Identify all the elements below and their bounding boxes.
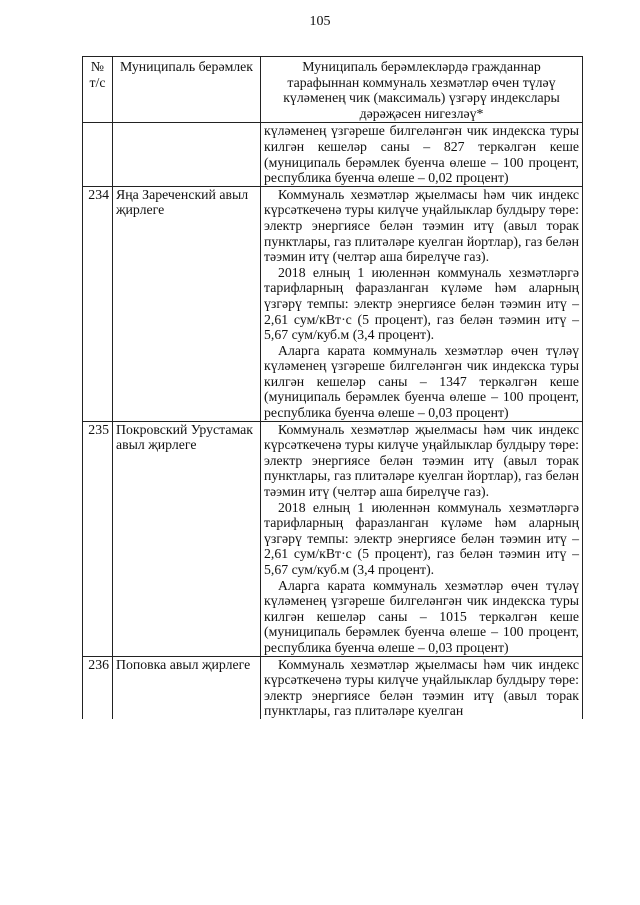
- table-row: [83, 656, 583, 719]
- basis-paragraph: Коммуналь хезмәтләр җыелмасы һәм чик индекс күрсәткеченә туры килүче уңайлыклар булдыру төре: электр энергиясе белән тәэмин итү (авыл торак пунктлары, газ плитәләре куелган: [264, 656, 579, 719]
- header-basis-label: Муниципаль берәмлекләрдә гражданнар тарафыннан коммуналь хезмәтләр өчен түләү күләменең чик (максималь) үзгәрү индекслары дәрәҗәсен нигезләү*: [283, 59, 560, 121]
- table-header-row: [83, 57, 583, 123]
- header-municipality: [113, 57, 261, 123]
- header-basis: [261, 57, 583, 123]
- row-number: 235: [83, 421, 113, 656]
- table-row-continuation: [83, 123, 583, 186]
- cell-municipality: [113, 123, 261, 186]
- table-row: [83, 421, 583, 656]
- basis-paragraph: 2018 елның 1 июленнән коммуналь хезмәтләргә тарифларның фаразланган күләме һәм аларның үзгәрү темпы: электр энергиясе белән тәэмин итү – 2,61 сум/кВт·с (5 процент), газ белән тәэмин итү – 5,67 сум/куб.м (3,4 процент).: [264, 499, 579, 577]
- page-number: 105: [309, 14, 331, 29]
- table-row: [83, 186, 583, 421]
- municipality-name: Поповка авыл җирлеге: [113, 656, 261, 719]
- row-number: 236: [83, 656, 113, 719]
- cell-basis: [261, 123, 583, 186]
- municipality-name: Яңа Зареченский авыл җирлеге: [113, 186, 261, 421]
- basis-paragraph: Коммуналь хезмәтләр җыелмасы һәм чик индекс күрсәткеченә туры килүче уңайлыклар булдыру төре: электр энергиясе белән тәэмин итү (авыл торак пунктлары, газ плитәләре куелган йортлар), газ белән тәэмин итү (челтәр аша бирелүче газ).: [264, 421, 579, 500]
- basis-paragraph: 2018 елның 1 июленнән коммуналь хезмәтләргә тарифларның фаразланган күләме һәм аларның үзгәрү темпы: электр энергиясе белән тәэмин итү – 2,61 сум/кВт·с (5 процент), газ белән тәэмин итү – 5,67 сум/куб.м (3,4 процент).: [264, 264, 579, 343]
- basis-paragraph: Аларга карата коммуналь хезмәтләр өчен түләү күләменең үзгәреше билгеләнгән чик индекска туры килгән кешеләр саны – 1347 теркәлгән кеше (муниципаль берәмлек буенча өлеше – 100 процент, республика буенча өлеше – 0,03 процент): [264, 342, 579, 421]
- continuation-paragraph: күләменең үзгәреше билгеләнгән чик индекска туры килгән кешеләр саны – 827 теркәлгән кеше (муниципаль берәмлек буенча өлеше – 100 процент, республика буенча өлеше – 0,02 процент): [264, 123, 579, 186]
- cell-number: [83, 123, 113, 186]
- tariff-index-table: [82, 56, 583, 719]
- row-number: 234: [83, 186, 113, 421]
- municipality-name: Покровский Урустамак авыл җирлеге: [113, 421, 261, 656]
- cell-basis: [261, 656, 583, 719]
- basis-paragraph: Коммуналь хезмәтләр җыелмасы һәм чик индекс күрсәткеченә туры килүче уңайлыклар булдыру төре: электр энергиясе белән тәэмин итү (авыл торак пунктлары, газ плитәләре куелган йортлар), газ белән тәэмин итү (челтәр аша бирелүче газ).: [264, 186, 579, 265]
- basis-paragraph: Аларга карата коммуналь хезмәтләр өчен түләү күләменең үзгәреше билгеләнгән чик индекска туры килгән кешеләр саны – 1015 теркәлгән кеше (муниципаль берәмлек буенча өлеше – 100 процент, республика буенча өлеше – 0,03 процент): [264, 577, 579, 655]
- cell-basis: [261, 186, 583, 421]
- header-number: [83, 57, 113, 123]
- header-number-label: № т/с: [89, 59, 106, 90]
- cell-basis: [261, 421, 583, 656]
- header-municipality-label: Муниципаль берәмлек: [119, 59, 254, 74]
